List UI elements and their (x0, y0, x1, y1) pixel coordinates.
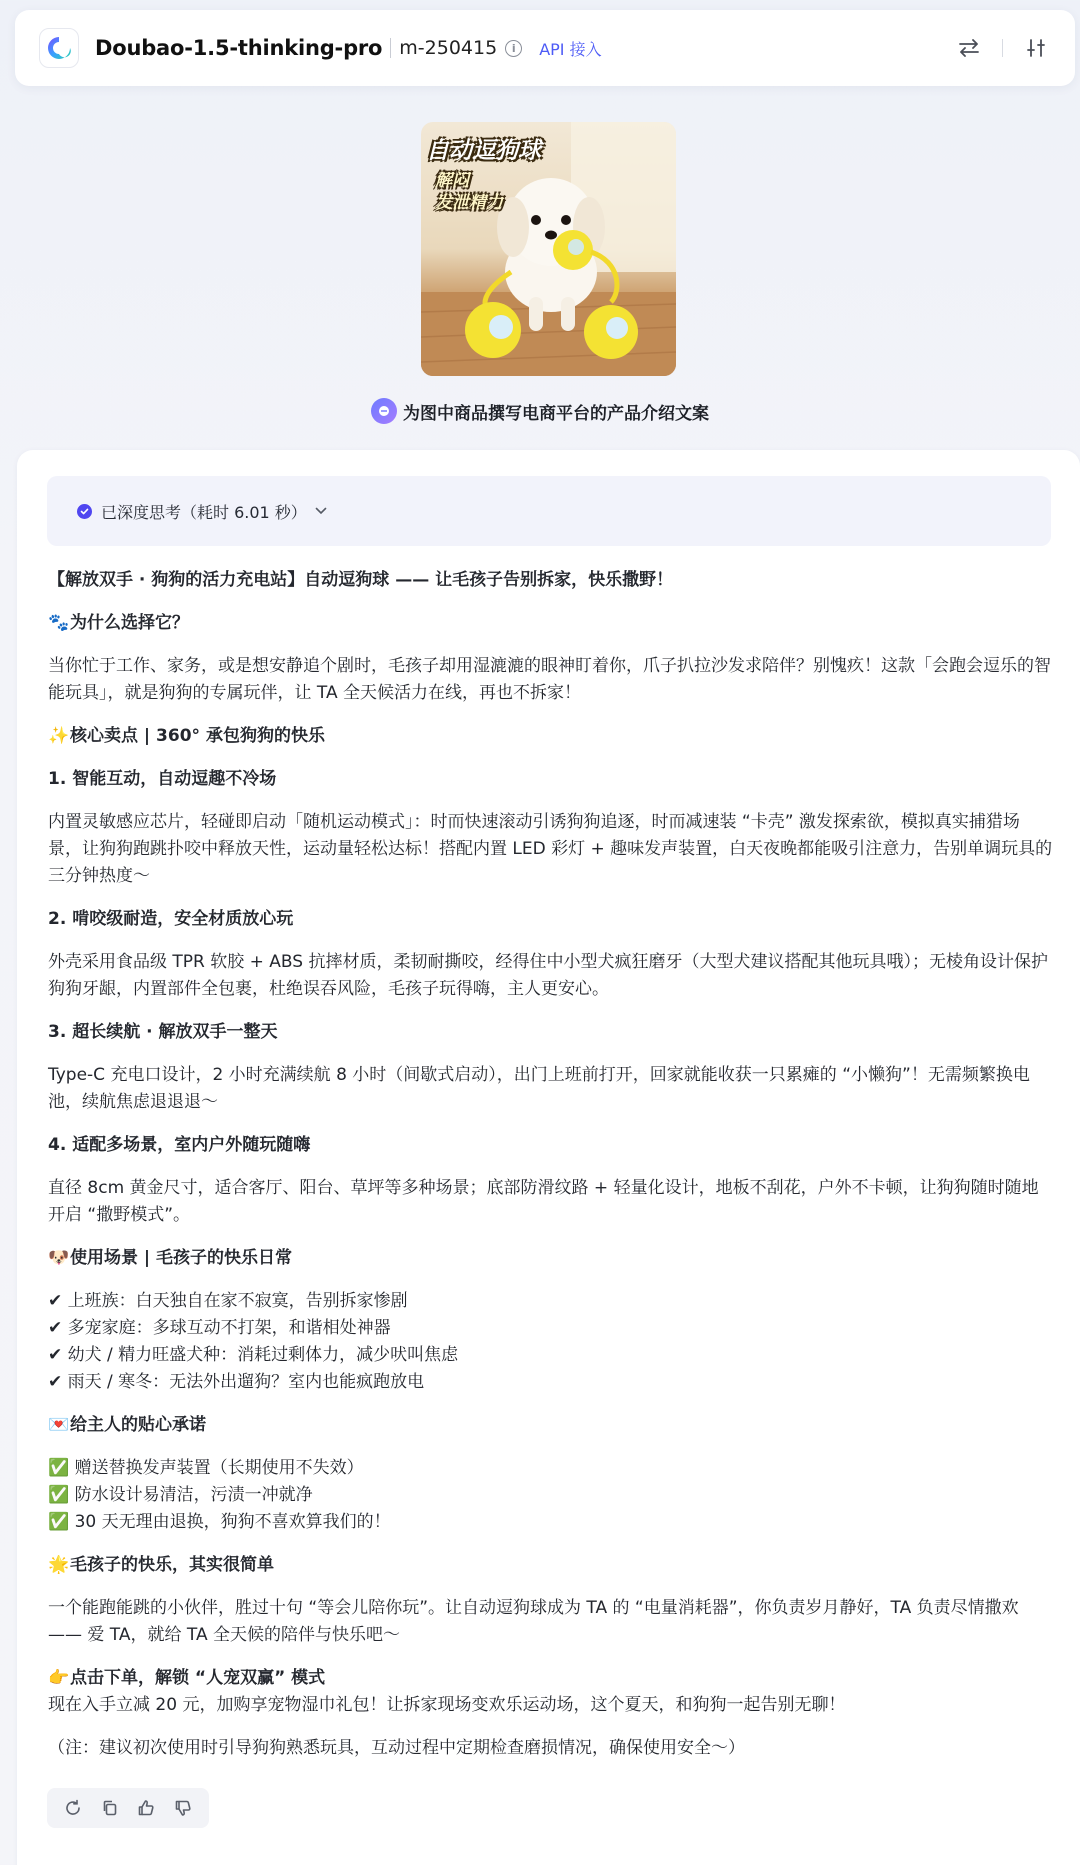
list-item: ✔ 上班族：白天独自在家不寂寞，告别拆家惨剧 (48, 1291, 408, 1311)
section-heading (48, 723, 1053, 750)
paragraph: 内置灵敏感应芯片，轻碰即启动「随机运动模式」：时而快速滚动引诱狗狗追逐，时而减速装 “卡壳” 激发探索欲，模拟真实捕猎场景，让狗狗跑跳扑咬中释放天性，运动量轻松达标！搭配内置 LED 彩灯 + 趣味发声装置，白天夜晚都能吸引注意力，告别单调玩具的三分钟热度～ (48, 812, 1053, 886)
feature-heading: 1. 智能互动，自动逗趣不冷场 (48, 769, 277, 789)
scene-list (48, 1288, 1053, 1396)
prompt-text: 为图中商品撰写电商平台的产品介绍文案 (403, 403, 709, 424)
product-image[interactable] (421, 122, 676, 376)
answer-actions (47, 1788, 209, 1828)
paragraph: 直径 8cm 黄金尺寸，适合客厅、阳台、草坪等多种场景；底部防滑纹路 + 轻量化设计，地板不刮花，户外不卡顿，让狗狗随时随地开启 “撒野模式”。 (48, 1178, 1039, 1225)
list-item: ✔ 幼犬 / 精力旺盛犬种：消耗过剩体力，减少吠叫焦虑 (48, 1345, 459, 1365)
check-circle-icon (77, 504, 92, 519)
thinking-toggle[interactable] (47, 476, 1051, 546)
dog-emoji: 🐶 (48, 1248, 70, 1268)
list-item: ✅ 30 天无理由退换，狗狗不喜欢算我们的！ (48, 1512, 391, 1532)
section-heading (48, 1245, 1053, 1272)
model-name[interactable]: Doubao-1.5-thinking-pro (95, 36, 383, 60)
section-heading (48, 1665, 1053, 1692)
paragraph: 外壳采用食品级 TPR 软胶 + ABS 抗摔材质，柔韧耐撕咬，经得住中小型犬疯狂磨牙（大型犬建议搭配其他玩具哦）；无棱角设计保护狗狗牙龈，内置部件全包裹，杜绝误吞风险，毛孩子玩得嗨，主人更安心。 (48, 952, 1048, 999)
paragraph: 一个能跑能跳的小伙伴，胜过十句 “等会儿陪你玩”。让自动逗狗球成为 TA 的 “电量消耗器”，你负责岁月静好，TA 负责尽情撒欢 —— 爱 TA，就给 TA 全天候的陪伴与快乐吧～ (48, 1598, 1019, 1645)
answer-card (17, 450, 1080, 1865)
answer-title: 【解放双手 · 狗狗的活力充电站】自动逗狗球 —— 让毛孩子告别拆家，快乐撒野！ (48, 570, 674, 590)
info-icon[interactable]: i (505, 40, 522, 57)
paragraph: Type-C 充电口设计，2 小时充满续航 8 小时（间歇式启动），出门上班前打开，回家就能收获一只累瘫的 “小懒狗”！无需频繁换电池，续航焦虑退退退～ (48, 1065, 1030, 1112)
answer-content (48, 567, 1053, 1778)
chat-bubble-icon (371, 398, 397, 424)
top-bar (15, 10, 1075, 86)
user-prompt (0, 398, 1080, 424)
list-item: ✅ 赠送替换发声装置（长期使用不失效） (48, 1458, 364, 1478)
pointing-hand-emoji: 👉 (48, 1668, 70, 1688)
doubao-logo-icon (39, 28, 79, 68)
divider (390, 38, 391, 58)
api-access-link[interactable]: API 接入 (539, 39, 602, 59)
love-letter-emoji: 💌 (48, 1415, 70, 1435)
section-heading-text: 使用场景 | 毛孩子的快乐日常 (70, 1248, 293, 1268)
list-item: ✔ 多宠家庭：多球互动不打架，和谐相处神器 (48, 1318, 391, 1338)
paragraph: 当你忙于工作、家务，或是想安静追个剧时，毛孩子却用湿漉漉的眼神盯着你，爪子扒拉沙发求陪伴？别愧疚！这款「会跑会逗乐的智能玩具」，就是狗狗的专属玩伴，让 TA 全天候活力在线，再也不拆家！ (48, 656, 1051, 703)
feature-heading: 3. 超长续航 · 解放双手一整天 (48, 1022, 278, 1042)
section-heading-text: 毛孩子的快乐，其实很简单 (70, 1555, 274, 1575)
swap-arrows-icon[interactable] (954, 33, 984, 63)
feature-heading: 2. 啃咬级耐造，安全材质放心玩 (48, 909, 294, 929)
paw-emoji: 🐾 (48, 613, 70, 633)
paragraph: 现在入手立减 20 元，加购享宠物湿巾礼包！让拆家现场变欢乐运动场，这个夏天，和狗狗一起告别无聊！ (48, 1695, 846, 1715)
promise-list (48, 1455, 1053, 1536)
copy-icon[interactable] (98, 1796, 122, 1820)
list-item: ✅ 防水设计易清洁，污渍一冲就净 (48, 1485, 313, 1505)
section-heading-text: 点击下单，解锁 “人宠双赢” 模式 (70, 1668, 326, 1688)
image-tag-line1: 解闷 (435, 171, 469, 191)
thumbs-down-icon[interactable] (171, 1796, 195, 1820)
section-heading (48, 1412, 1053, 1439)
image-tag-line2: 发泄精力 (435, 193, 503, 213)
sparkle-emoji: ✨ (48, 726, 70, 746)
chevron-down-icon (315, 507, 327, 515)
section-heading-text: 为什么选择它？ (70, 613, 189, 633)
model-version[interactable]: m-250415 (399, 37, 498, 59)
star-emoji: 🌟 (48, 1555, 70, 1575)
sliders-icon[interactable] (1021, 33, 1051, 63)
section-heading-text: 给主人的贴心承诺 (70, 1415, 206, 1435)
feature-heading: 4. 适配多场景，室内户外随玩随嗨 (48, 1135, 311, 1155)
section-heading (48, 610, 1053, 637)
refresh-icon[interactable] (61, 1796, 85, 1820)
image-tag-title: 自动逗狗球 (426, 138, 541, 164)
thinking-label: 已深度思考（耗时 6.01 秒） (101, 502, 307, 522)
section-heading-text: 核心卖点 | 360° 承包狗狗的快乐 (70, 726, 325, 746)
note: （注：建议初次使用时引导狗狗熟悉玩具，互动过程中定期检查磨损情况，确保使用安全～） (48, 1738, 745, 1758)
divider (1002, 39, 1003, 57)
list-item: ✔ 雨天 / 寒冬：无法外出遛狗？室内也能疯跑放电 (48, 1372, 425, 1392)
thumbs-up-icon[interactable] (134, 1796, 158, 1820)
section-heading (48, 1552, 1053, 1579)
